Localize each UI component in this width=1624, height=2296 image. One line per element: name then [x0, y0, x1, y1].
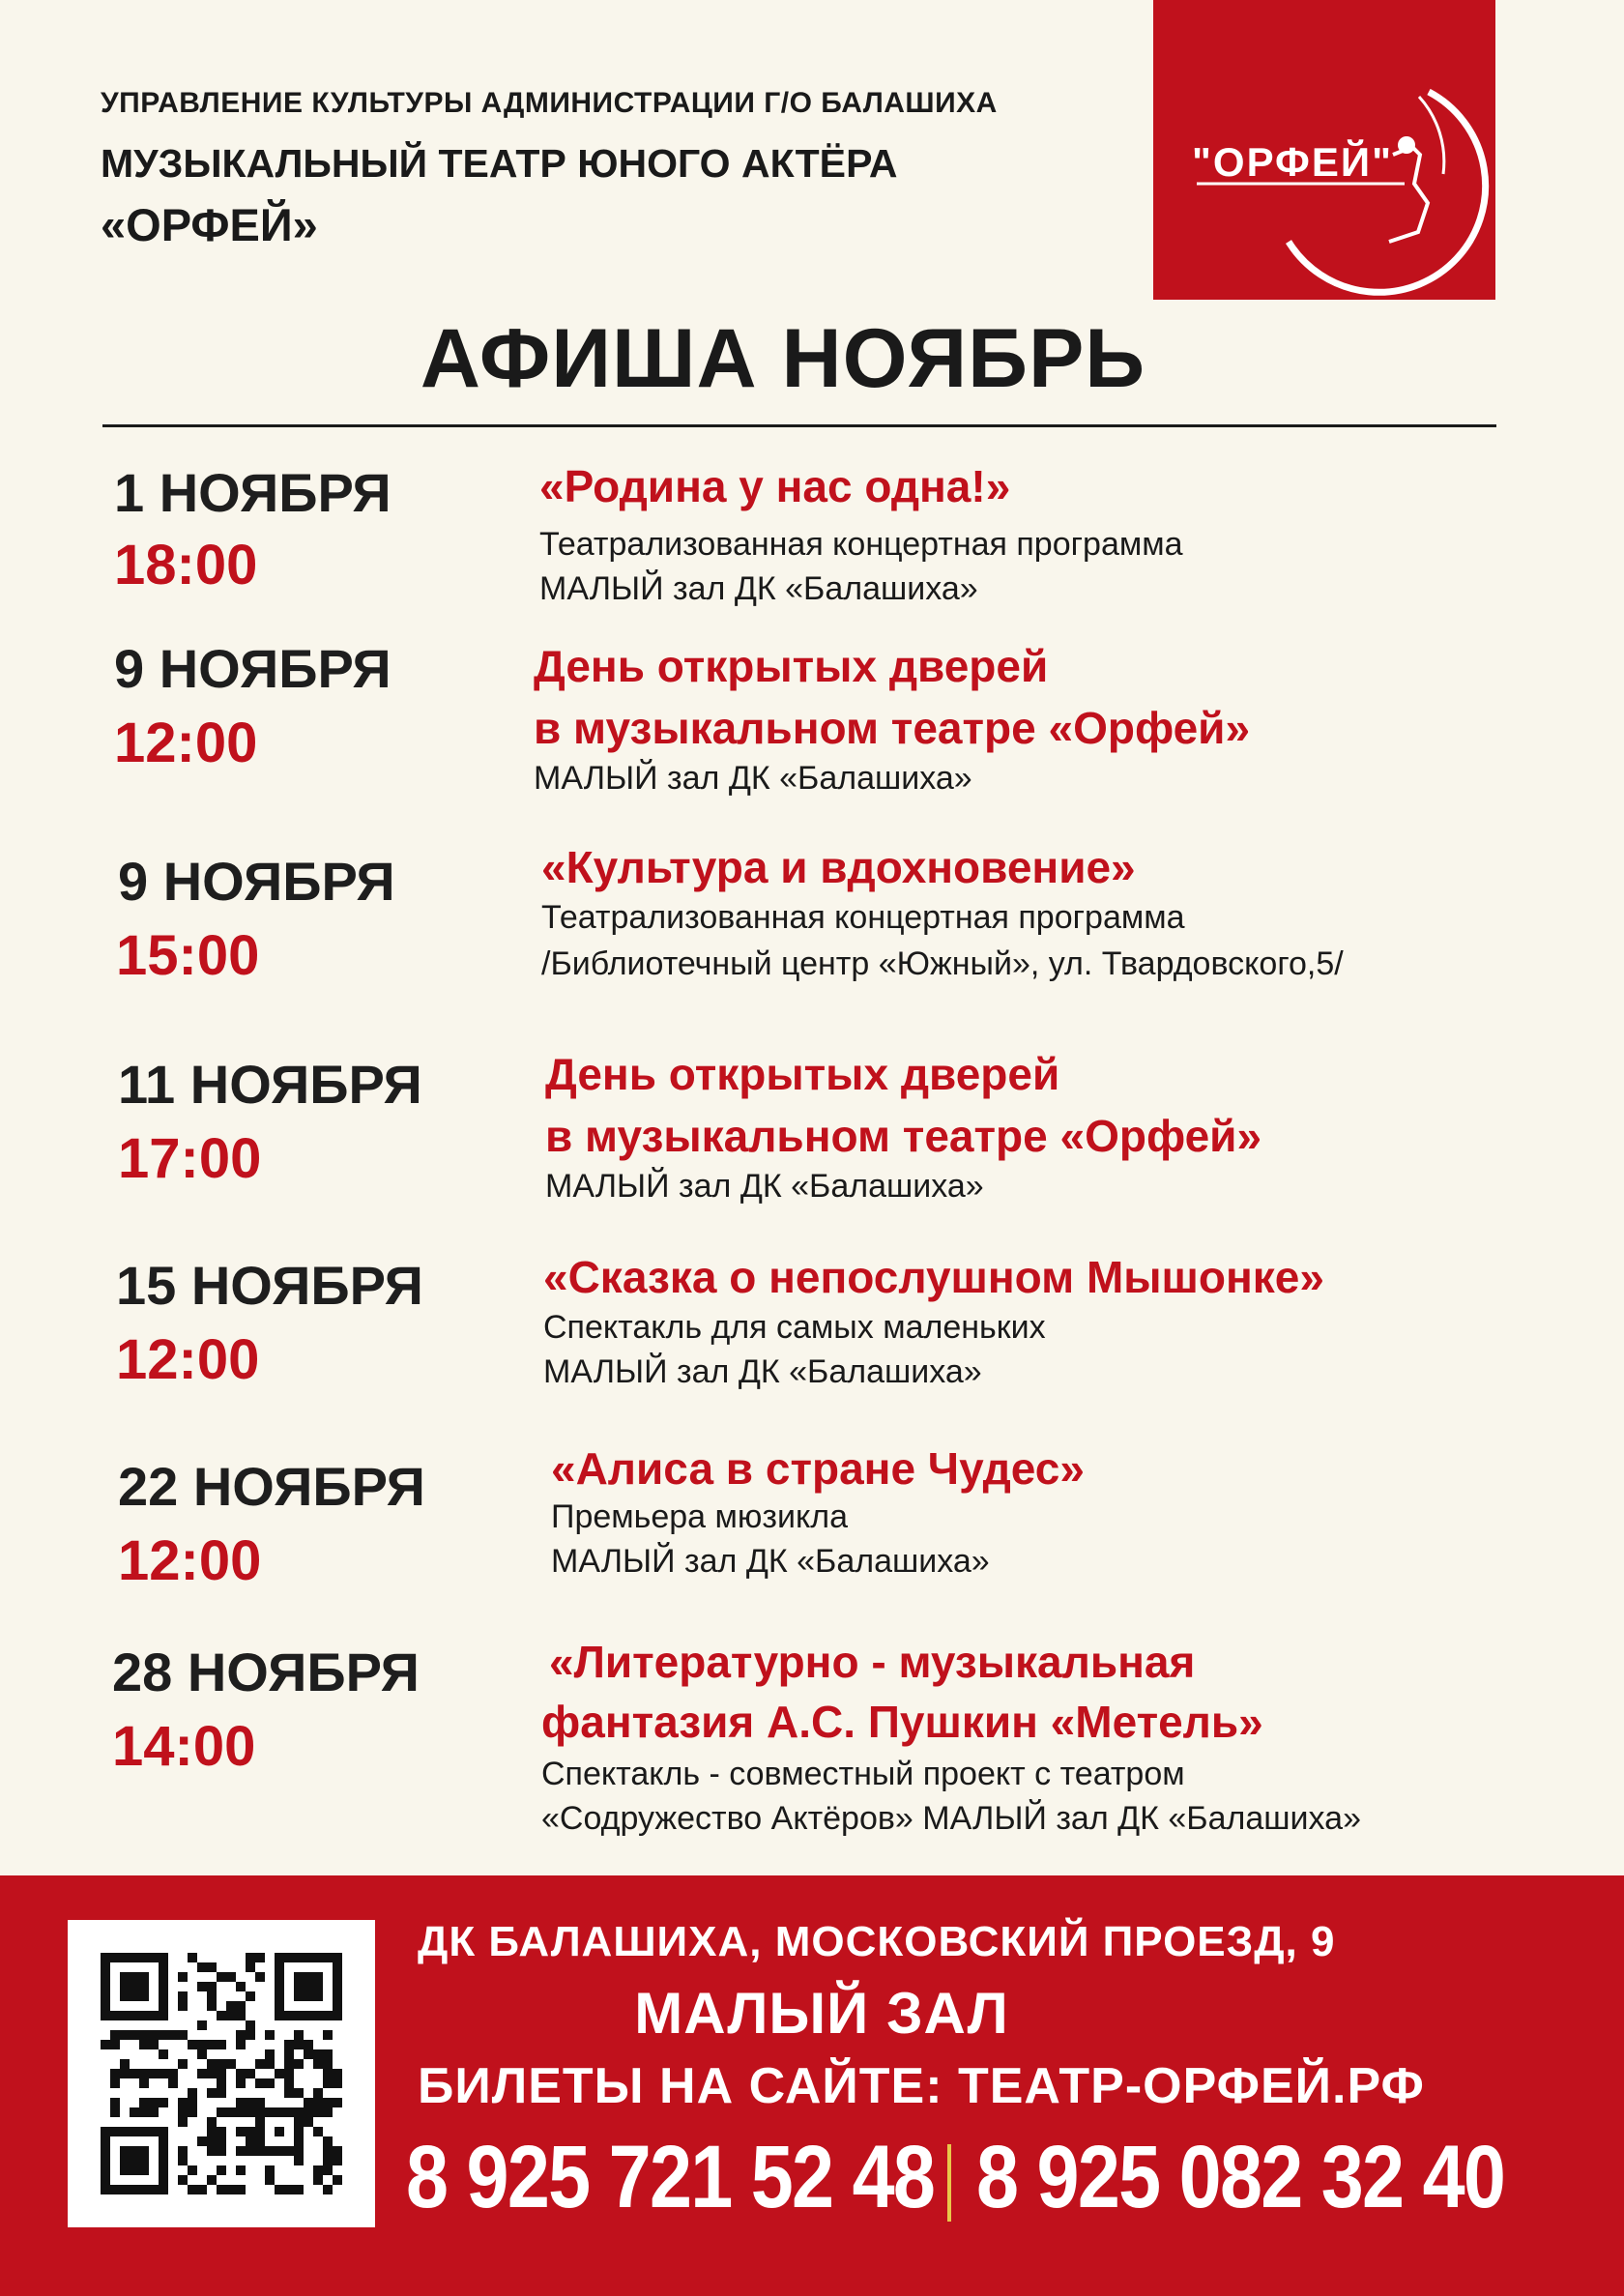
event-desc: Театрализованная концертная программа	[541, 899, 1185, 936]
qr-code	[68, 1920, 375, 2227]
event-time: 14:00	[112, 1715, 256, 1778]
event-title: День открытых дверей	[534, 641, 1049, 691]
tickets-site: БИЛЕТЫ НА САЙТЕ: ТЕАТР-ОРФЕЙ.РФ	[418, 2058, 1425, 2114]
venue-address: ДК БАЛАШИХА, МОСКОВСКИЙ ПРОЕЗД, 9	[418, 1918, 1336, 1965]
event-desc: МАЛЫЙ зал ДК «Балашиха»	[534, 760, 972, 797]
event-time: 12:00	[116, 1328, 260, 1391]
phone-numbers	[406, 2127, 1508, 2233]
event-title: в музыкальном театре «Орфей»	[545, 1111, 1262, 1161]
event-title: фантазия А.С. Пушкин «Метель»	[541, 1697, 1263, 1747]
theatre-name: «ОРФЕЙ»	[101, 199, 318, 250]
event-desc: «Содружество Актёров» МАЛЫЙ зал ДК «Балашиха»	[541, 1800, 1361, 1837]
divider	[102, 424, 1496, 427]
event-title: День открытых дверей	[545, 1049, 1060, 1099]
event-date: 1 НОЯБРЯ	[114, 462, 392, 523]
venue-hall: МАЛЫЙ ЗАЛ	[634, 1981, 1009, 2046]
logo-text: "ОРФЕЙ"	[1192, 139, 1394, 185]
event-time: 12:00	[114, 712, 258, 774]
event-desc: Премьера мюзикла	[551, 1498, 848, 1535]
header	[101, 87, 1145, 251]
event-desc: Спектакль для самых маленьких	[543, 1309, 1046, 1346]
phone-separator	[947, 2144, 951, 2222]
event-desc: МАЛЫЙ зал ДК «Балашиха»	[543, 1353, 982, 1390]
event-desc: МАЛЫЙ зал ДК «Балашиха»	[551, 1543, 990, 1580]
page-title: АФИША НОЯБРЬ	[420, 312, 1146, 405]
event-title: «Сказка о непослушном Мышонке»	[543, 1252, 1324, 1302]
event-date: 28 НОЯБРЯ	[112, 1642, 420, 1702]
logo	[1153, 0, 1495, 300]
event-date: 22 НОЯБРЯ	[118, 1456, 425, 1517]
event-desc: МАЛЫЙ зал ДК «Балашиха»	[539, 570, 978, 607]
event-date: 15 НОЯБРЯ	[116, 1255, 423, 1316]
event-title: «Родина у нас одна!»	[539, 461, 1011, 511]
event-title: «Алиса в стране Чудес»	[551, 1443, 1085, 1494]
phone-2[interactable]: 8 925 082 32 40	[976, 2128, 1505, 2226]
event-title: «Литературно - музыкальная	[549, 1637, 1196, 1687]
event-desc: Спектакль - совместный проект с театром	[541, 1756, 1185, 1792]
event-desc: /Библиотечный центр «Южный», ул. Твардовского,5/	[541, 945, 1344, 982]
phone-1[interactable]: 8 925 721 52 48	[406, 2128, 935, 2226]
event-date: 9 НОЯБРЯ	[114, 638, 392, 699]
event-desc: Театрализованная концертная программа	[539, 526, 1183, 563]
org-name: УПРАВЛЕНИЕ КУЛЬТУРЫ АДМИНИСТРАЦИИ Г/О БАЛАШИХА	[101, 87, 998, 119]
event-time: 15:00	[116, 924, 260, 987]
event-desc: МАЛЫЙ зал ДК «Балашиха»	[545, 1168, 984, 1205]
event-title: «Культура и вдохновение»	[541, 842, 1136, 892]
orpheus-logo-icon	[1153, 0, 1495, 300]
event-date: 9 НОЯБРЯ	[118, 851, 395, 912]
event-date: 11 НОЯБРЯ	[118, 1054, 422, 1115]
footer	[0, 1875, 1624, 2296]
event-time: 12:00	[118, 1529, 262, 1592]
theatre-type: МУЗЫКАЛЬНЫЙ ТЕАТР ЮНОГО АКТЁРА	[101, 141, 898, 186]
event-time: 17:00	[118, 1127, 262, 1190]
event-time: 18:00	[114, 534, 258, 596]
event-title: в музыкальном театре «Орфей»	[534, 703, 1251, 753]
